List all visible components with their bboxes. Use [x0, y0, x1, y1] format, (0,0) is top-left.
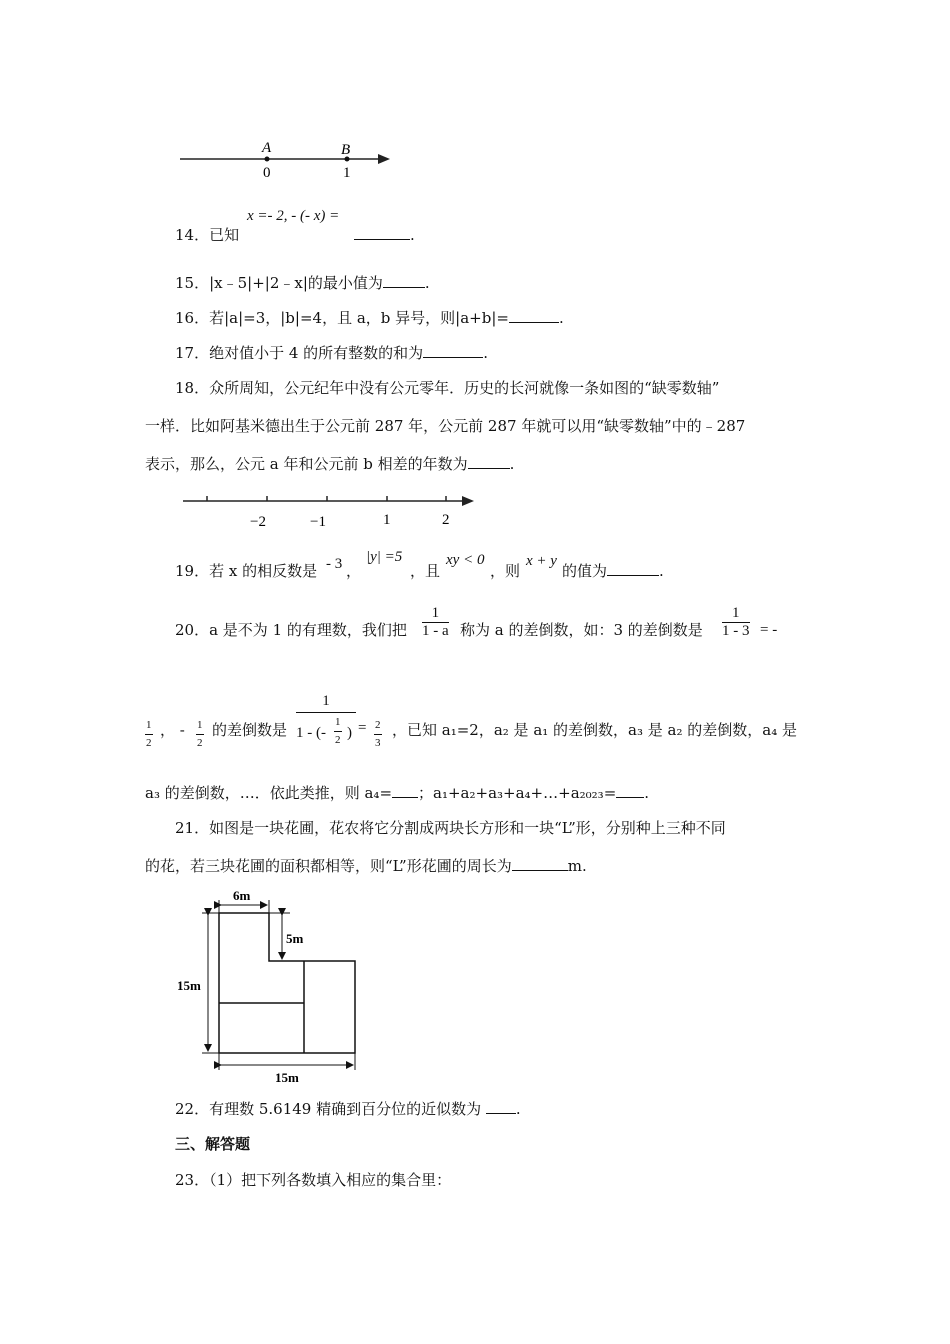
garden-figure — [172, 884, 368, 1088]
fraction-one-half-2: $\frac{1}{2}$ — [197, 719, 203, 749]
q19-expr-2: |y| =5 — [366, 549, 403, 565]
tick-label: 1 — [383, 512, 391, 528]
question-18-line-1: 18．众所周知，公元纪年中没有公元零年．历史的长河就像一条如图的“缺零数轴” — [175, 379, 720, 397]
q19-blank[interactable] — [607, 561, 659, 576]
number-line-figure-ab — [175, 135, 405, 185]
q16-number: 16． — [175, 309, 210, 327]
q14-answer: . — [354, 225, 415, 245]
tick-label-0: 0 — [263, 165, 271, 181]
dim-top-label: 6m — [233, 888, 251, 903]
q20-blank-sum[interactable] — [616, 783, 644, 798]
question-16: 16．若|a|=3，|b|=4，且 a，b 异号，则|a+b|= . — [175, 309, 564, 327]
question-15: 15．|x﹣5|+|2﹣x|的最小值为 . — [175, 274, 430, 292]
q22-blank[interactable] — [486, 1099, 516, 1114]
number-line-arrow — [462, 496, 474, 506]
question-21-line-1: 21．如图是一块花圃，花农将它分割成两块长方形和一块“L”形，分别种上三种不同 — [175, 819, 726, 837]
label-a: A — [262, 140, 272, 156]
q19-number: 19． — [175, 562, 210, 580]
question-22: 22．有理数 5.6149 精确到百分位的近似数为 . — [175, 1100, 521, 1118]
q16-text: 若|a|=3，|b|=4，且 a，b 异号，则|a+b|= — [209, 309, 509, 327]
q16-blank[interactable] — [509, 308, 559, 323]
q17-blank[interactable] — [423, 343, 483, 358]
question-18-line-3: 表示，那么，公元 a 年和公元前 b 相差的年数为 . — [145, 455, 515, 473]
q19-expr-1: - 3 — [326, 556, 343, 572]
dim-left-label: 15m — [177, 978, 201, 993]
q15-blank[interactable] — [383, 273, 425, 288]
fraction-1-over-1-minus-a: $\frac{1}{1 - a}$ — [422, 605, 449, 639]
q14-number: 14． — [175, 226, 210, 244]
inner-fraction-one-half: $\frac{1}{2}$ — [335, 716, 341, 746]
q21-blank[interactable] — [512, 856, 568, 871]
q21-number: 21． — [175, 819, 210, 837]
point-a — [265, 157, 270, 162]
compound-fraction: 1 1 - (- $\frac{1}{2}$ ) — [296, 691, 356, 753]
q17-text: 绝对值小于 4 的所有整数的和为 — [209, 344, 424, 362]
question-14 — [175, 225, 239, 245]
question-20-line-3: a₃ 的差倒数，…．依此类推，则 a₄= ；a₁+a₂+a₃+a₄+…+a₂₀₂₃= . — [145, 784, 650, 802]
question-18-line-2: 一样．比如阿基米德出生于公元前 287 年，公元前 287 年就可以用“缺零数轴”中的﹣287 — [145, 417, 746, 435]
q22-number: 22． — [175, 1100, 210, 1118]
section-heading: 三、解答题 — [175, 1135, 251, 1153]
question-23: 23．（1）把下列各数填入相应的集合里： — [175, 1171, 452, 1189]
number-line-arrow — [378, 154, 390, 164]
q14-blank[interactable] — [354, 225, 410, 240]
tick-label: 2 — [442, 512, 450, 528]
tick-label: −1 — [310, 514, 326, 530]
q20-number: 20． — [175, 621, 210, 639]
question-19: 19．若 x 的相反数是 — [175, 562, 318, 580]
label-b: B — [341, 142, 351, 158]
q15-number: 15． — [175, 274, 210, 292]
fraction-one-half: $\frac{1}{2}$ — [146, 719, 152, 749]
q14-expression: x =- 2, - (- x) = — [247, 208, 340, 224]
tick-label: −2 — [250, 514, 266, 530]
q17-number: 17． — [175, 344, 210, 362]
q19-expr-4: x + y — [526, 553, 557, 569]
q23-number: 23． — [175, 1171, 210, 1189]
q20-blank-a4[interactable] — [392, 783, 418, 798]
compound-numerator: 1 — [322, 693, 330, 709]
dim-bottom-label: 15m — [275, 1070, 299, 1085]
tick-label-1: 1 — [343, 165, 351, 181]
fraction-1-over-1-minus-3: $\frac{1}{1 - 3}$ — [722, 605, 750, 639]
missing-zero-number-line — [178, 488, 478, 532]
question-17: 17．绝对值小于 4 的所有整数的和为 . — [175, 344, 488, 362]
question-21-line-2: 的花，若三块花圃的面积都相等，则“L”形花圃的周长为 m. — [145, 857, 587, 875]
question-20-line-1: 20．a 是不为 1 的有理数，我们把 — [175, 621, 407, 639]
q15-text: |x﹣5|+|2﹣x|的最小值为 — [209, 274, 383, 292]
q19-answer: 的值为 . — [562, 562, 664, 580]
fraction-two-thirds: $\frac{2}{3}$ — [375, 719, 381, 749]
q14-text: 已知 — [209, 226, 240, 244]
q18-number: 18． — [175, 379, 210, 397]
q19-expr-3: xy < 0 — [446, 552, 485, 568]
dim-inner-label: 5m — [286, 931, 304, 946]
q18-blank[interactable] — [468, 454, 510, 469]
